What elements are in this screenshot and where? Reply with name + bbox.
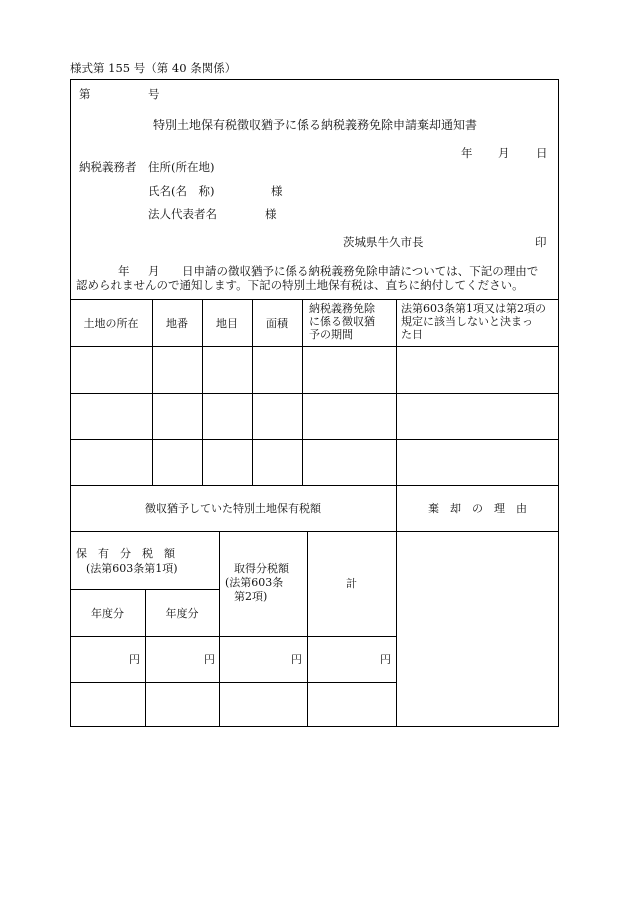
yen-unit: 円: [291, 653, 302, 666]
date-month: 月: [498, 146, 510, 160]
table1-header-rule: [70, 346, 559, 347]
date-day: 日: [536, 146, 548, 160]
yen-unit: 円: [380, 653, 391, 666]
acquisition-tax-clause: (法第603条: [225, 576, 284, 589]
header-land-location: 土地の所在: [83, 317, 139, 330]
holding-tax-label: 保 有 分 税 額: [76, 547, 175, 560]
date-year: 年: [461, 146, 473, 160]
table1-top-rule: [70, 299, 559, 300]
deferred-tax-amount-label: 徴収猶予していた特別土地保有税額: [145, 502, 321, 515]
table2-col-divider: [219, 531, 220, 727]
header-decision-date: 法第603条第1項又は第2項の 規定に該当しないと決まっ た日: [401, 302, 546, 341]
document-title: 特別土地保有税徴収猶予に係る納税義務免除申請棄却通知書: [152, 118, 477, 132]
form-frame: [70, 79, 559, 727]
doc-number-prefix: 第: [79, 87, 91, 101]
table2-reason-divider: [396, 485, 397, 727]
table2-header-rule: [70, 531, 559, 532]
acquisition-tax-label: 取得分税額: [234, 562, 289, 575]
holding-tax-clause: (法第603条第1項): [86, 562, 178, 575]
body-year: 年: [118, 264, 130, 278]
acquisition-tax-clause-2: 第2項): [234, 590, 268, 603]
representative-label: 法人代表者名: [148, 207, 217, 221]
name-label: 氏名(名 称): [148, 184, 215, 198]
table2-last-rule: [70, 682, 396, 683]
header-period: 納税義務免除 に係る徴収猶 予の期間: [309, 302, 375, 341]
name-suffix: 様: [271, 184, 283, 198]
table2-yen-rule: [70, 636, 396, 637]
table1-row2-rule: [70, 439, 559, 440]
form-number: 様式第 155 号（第 40 条関係）: [70, 61, 237, 75]
table1-col-divider: [302, 299, 303, 485]
table2-col-divider: [307, 531, 308, 727]
doc-number-suffix: 号: [148, 87, 160, 101]
table1-row3-rule: [70, 485, 559, 486]
body-text-line1: 日申請の徴収猶予に係る納税義務免除申請については、下記の理由で: [182, 264, 539, 278]
fiscal-year-2-label: 年度分: [165, 607, 199, 620]
seal-mark: 印: [535, 235, 547, 249]
yen-unit: 円: [204, 653, 215, 666]
header-area: 面積: [266, 317, 288, 330]
yen-unit: 円: [129, 653, 140, 666]
body-text-line2: 認められませんので通知します。下記の特別土地保有税は、直ちに納付してください。: [76, 278, 524, 292]
representative-suffix: 様: [265, 207, 277, 221]
table1-col-divider: [396, 299, 397, 485]
header-land-category: 地目: [216, 317, 238, 330]
header-lot-number: 地番: [166, 317, 188, 330]
taxpayer-label: 納税義務者: [79, 160, 137, 174]
body-month: 月: [148, 264, 160, 278]
fiscal-year-1-label: 年度分: [91, 607, 124, 620]
total-label: 計: [346, 577, 357, 590]
address-label: 住所(所在地): [148, 160, 215, 174]
table1-row1-rule: [70, 393, 559, 394]
issuer-name: 茨城県牛久市長: [343, 235, 424, 249]
rejection-reason-label: 棄 却 の 理 由: [428, 502, 527, 515]
